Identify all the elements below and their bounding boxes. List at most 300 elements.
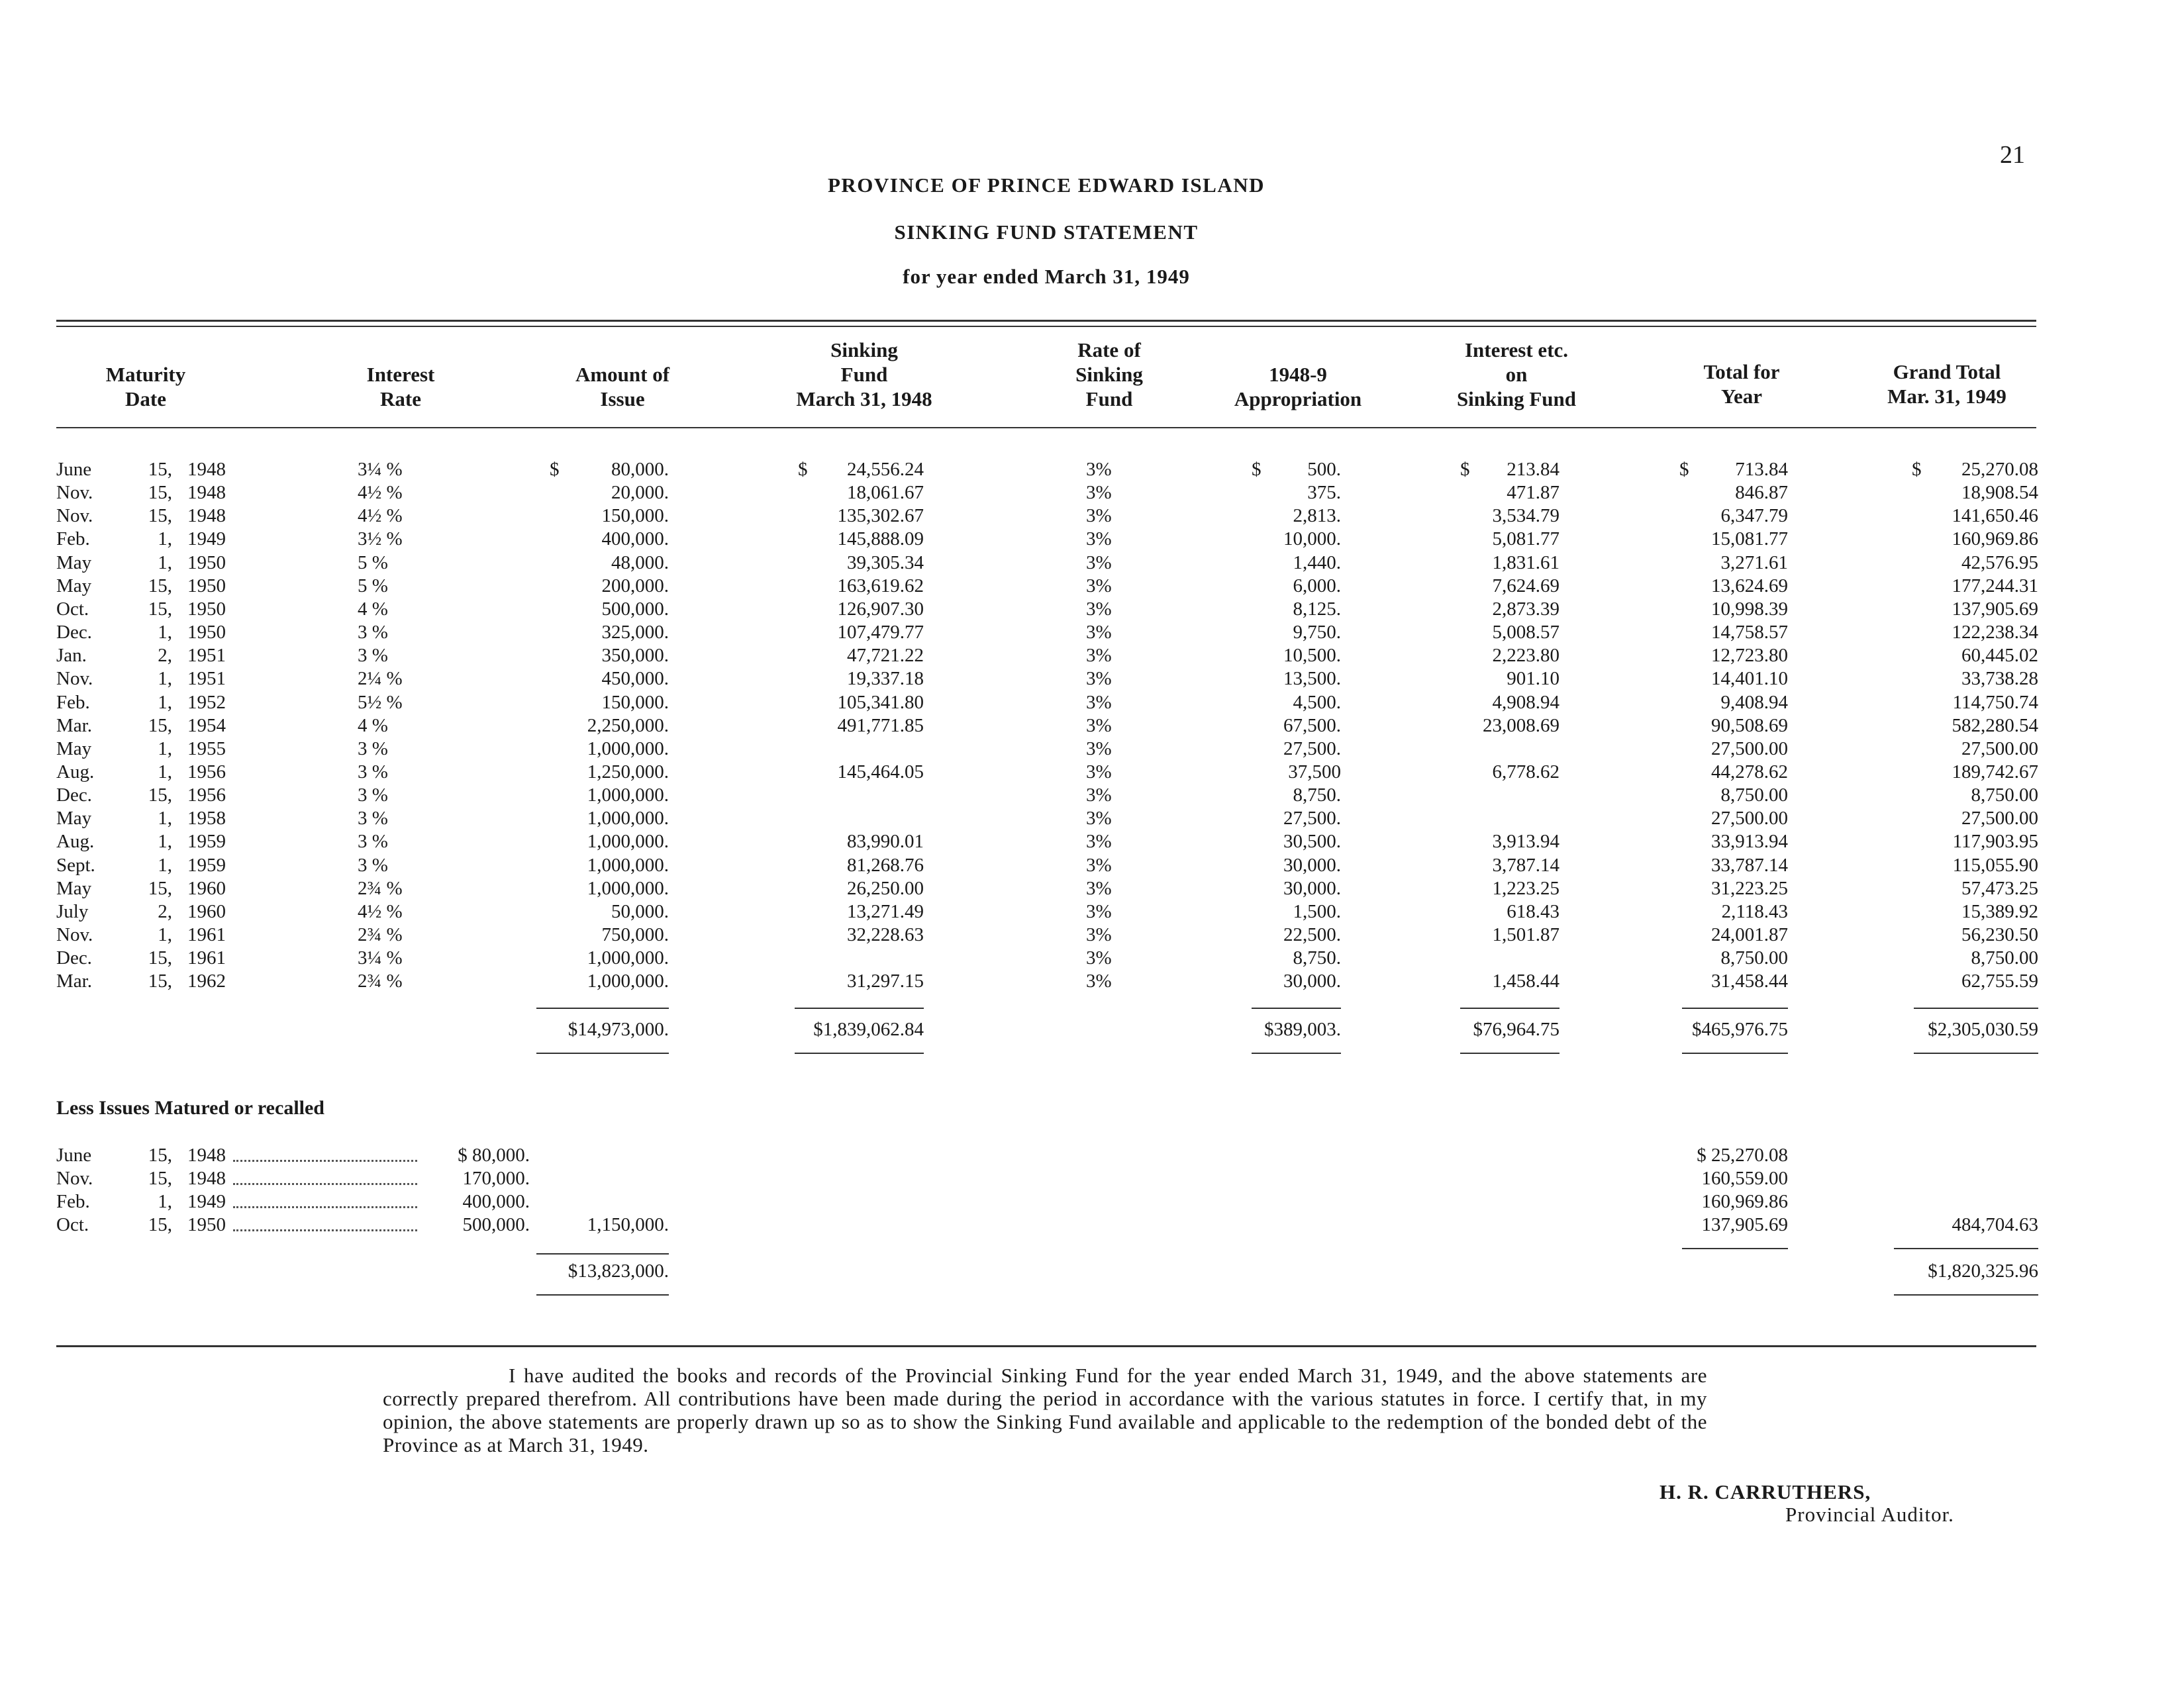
dot-leader: [233, 1206, 417, 1208]
sum-line: [1682, 1008, 1788, 1009]
cell-interest-rate: 3½ %: [358, 528, 403, 549]
cell-day: 15,: [148, 947, 172, 969]
cell-rate: 3%: [1086, 668, 1112, 689]
cell-appropriation: 10,000.: [1283, 528, 1341, 549]
cell-day: 1,: [158, 528, 172, 549]
cell-day: 15,: [148, 1168, 172, 1189]
cell-day: 1,: [158, 668, 172, 689]
cell-interest: 23,008.69: [1483, 715, 1559, 736]
cell-total-year: 44,278.62: [1711, 761, 1788, 783]
column-header-grand-total: [1841, 359, 2053, 408]
cell-total-year: 31,458.44: [1711, 971, 1788, 992]
cell-day: 1,: [158, 924, 172, 945]
sum-line: [536, 1253, 669, 1255]
cell-amount: 1,000,000.: [587, 855, 669, 876]
cell-sinking-fund: 145,888.09: [837, 528, 924, 549]
cell-rate: 3%: [1086, 784, 1112, 806]
cell-sinking-fund: 126,907.30: [837, 598, 924, 620]
cell-interest-rate: 3 %: [358, 738, 388, 759]
cell-grand-total: 114,750.74: [1952, 692, 2038, 713]
cell-grand-total: 25,270.08: [1961, 459, 2038, 480]
cell-day: 15,: [148, 971, 172, 992]
top-rule: [56, 320, 2036, 322]
cell-month: May: [56, 738, 92, 759]
cell-interest-rate: 2¼ %: [358, 668, 403, 689]
cell-rate: 3%: [1086, 831, 1112, 852]
cell-total-year: 31,223.25: [1711, 878, 1788, 899]
column-header-interest-rate: [315, 362, 487, 411]
cell-interest: 3,913.94: [1492, 831, 1559, 852]
cell-appropriation: 37,500: [1288, 761, 1341, 783]
cell-month: Nov.: [56, 924, 93, 945]
cell-year: 1948: [187, 459, 226, 480]
cell-sinking-fund: 18,061.67: [847, 482, 924, 503]
total-amount: $14,973,000.: [568, 1019, 669, 1040]
cell-year: 1950: [187, 1214, 226, 1235]
column-header-line: March 31, 1948: [796, 387, 932, 410]
cell-month: Feb.: [56, 692, 90, 713]
cell-total-year: 8,750.00: [1720, 947, 1788, 969]
column-header-line: Total for: [1703, 360, 1780, 383]
cell-amount: 200,000.: [601, 575, 669, 596]
cell-rate: 3%: [1086, 878, 1112, 899]
total-underline: [536, 1294, 669, 1296]
cell-day: 15,: [148, 715, 172, 736]
sum-line: [1682, 1248, 1788, 1249]
cell-dollar-sign: $: [1912, 459, 1922, 480]
cell-rate: 3%: [1086, 738, 1112, 759]
cell-appropriation: 30,000.: [1283, 855, 1341, 876]
cell-day: 1,: [158, 808, 172, 829]
column-header-line: Sinking: [830, 338, 898, 361]
cell-total-year: 33,787.14: [1711, 855, 1788, 876]
column-header-line: Fund: [840, 363, 888, 386]
cell-amount: 150,000.: [601, 692, 669, 713]
cell-year: 1948: [187, 1145, 226, 1166]
cell-appropriation: 27,500.: [1283, 738, 1341, 759]
cell-rate: 3%: [1086, 505, 1112, 526]
cell-interest: 3,534.79: [1492, 505, 1559, 526]
cell-amount: 450,000.: [601, 668, 669, 689]
cell-total-year: 846.87: [1735, 482, 1788, 503]
statement-period: for year ended March 31, 1949: [903, 265, 1190, 288]
cell-appropriation: 1,500.: [1293, 901, 1341, 922]
cell-appropriation: 8,750.: [1293, 947, 1341, 969]
sum-line: [1894, 1248, 2038, 1249]
cell-total-year: 14,401.10: [1711, 668, 1788, 689]
cell-grand-total: 15,389.92: [1961, 901, 2038, 922]
cell-grand-total: 56,230.50: [1961, 924, 2038, 945]
column-header-line: Interest etc.: [1464, 338, 1569, 361]
cell-appropriation: 30,500.: [1283, 831, 1341, 852]
cell-interest-rate: 3 %: [358, 645, 388, 666]
cell-rate: 3%: [1086, 459, 1112, 480]
cell-interest: 901.10: [1507, 668, 1559, 689]
cell-interest-rate: 5 %: [358, 575, 388, 596]
cell-amount: 350,000.: [601, 645, 669, 666]
cell-amount: 1,000,000.: [587, 784, 669, 806]
cell-rate: 3%: [1086, 528, 1112, 549]
column-header-line: Rate: [380, 387, 421, 410]
cell-year: 1948: [187, 1168, 226, 1189]
cell-month: Jan.: [56, 645, 87, 666]
cell-year: 1949: [187, 528, 226, 549]
cell-rate: 3%: [1086, 692, 1112, 713]
cell-year: 1951: [187, 668, 226, 689]
province-title: PROVINCE OF PRINCE EDWARD ISLAND: [827, 173, 1265, 197]
cell-year: 1948: [187, 505, 226, 526]
cell-amount: 80,000.: [611, 459, 669, 480]
cell-matured-amount: $ 80,000.: [458, 1145, 530, 1166]
cell-day: 1,: [158, 761, 172, 783]
cell-month: Nov.: [56, 668, 93, 689]
cell-appropriation: 8,125.: [1293, 598, 1341, 620]
cell-month: Feb.: [56, 1191, 90, 1212]
cell-interest: 1,458.44: [1492, 971, 1559, 992]
cell-amount: 1,000,000.: [587, 831, 669, 852]
cell-sinking-fund: 83,990.01: [847, 831, 924, 852]
cell-appropriation: 27,500.: [1283, 808, 1341, 829]
cell-rate: 3%: [1086, 971, 1112, 992]
cell-total-year: 33,913.94: [1711, 831, 1788, 852]
column-header-total-for-year: [1636, 359, 1848, 408]
cell-interest: 5,008.57: [1492, 622, 1559, 643]
cell-day: 2,: [158, 901, 172, 922]
cell-year: 1955: [187, 738, 226, 759]
cell-total-year: 27,500.00: [1711, 738, 1788, 759]
cell-day: 1,: [158, 831, 172, 852]
cell-day: 1,: [158, 1191, 172, 1212]
cell-interest: 618.43: [1507, 901, 1559, 922]
total-underline: [1460, 1053, 1559, 1054]
column-header-line: Sinking Fund: [1456, 387, 1577, 410]
statement-title: SINKING FUND STATEMENT: [894, 220, 1199, 244]
cell-grand-total: 62,755.59: [1961, 971, 2038, 992]
column-header-sinking-fund-1948: [762, 338, 967, 411]
cell-year: 1959: [187, 855, 226, 876]
sum-line: [1460, 1008, 1559, 1009]
cell-sinking-fund: 135,302.67: [837, 505, 924, 526]
cell-interest: 2,223.80: [1492, 645, 1559, 666]
column-header-appropriation: [1192, 362, 1404, 411]
cell-interest: 1,501.87: [1492, 924, 1559, 945]
cell-appropriation: 67,500.: [1283, 715, 1341, 736]
cell-grand-total: 137,905.69: [1952, 598, 2038, 620]
cell-amount: 1,000,000.: [587, 971, 669, 992]
cell-amount: 1,250,000.: [587, 761, 669, 783]
cell-year: 1949: [187, 1191, 226, 1212]
column-header-line: Fund: [1085, 387, 1133, 410]
cell-grand-total: 8,750.00: [1971, 947, 2038, 969]
cell-interest: 1,223.25: [1492, 878, 1559, 899]
total-total-year: $465,976.75: [1692, 1019, 1788, 1040]
cell-rate: 3%: [1086, 808, 1112, 829]
cell-day: 15,: [148, 1145, 172, 1166]
cell-rate: 3%: [1086, 575, 1112, 596]
cell-month: Nov.: [56, 1168, 93, 1189]
cell-year: 1958: [187, 808, 226, 829]
total-underline: [1914, 1053, 2038, 1054]
net-grand-total: $1,820,325.96: [1928, 1260, 2038, 1282]
cell-matured-amount: 500,000.: [462, 1214, 530, 1235]
cell-rate: 3%: [1086, 598, 1112, 620]
cell-grand-total: 33,738.28: [1961, 668, 2038, 689]
sum-line: [536, 1008, 669, 1009]
dot-leader: [233, 1229, 417, 1231]
cell-grand-total: 189,742.67: [1952, 761, 2038, 783]
cell-day: 15,: [148, 598, 172, 620]
cell-year: 1950: [187, 575, 226, 596]
cell-dollar-sign: $: [1252, 459, 1262, 480]
cell-sinking-fund: 47,721.22: [847, 645, 924, 666]
cell-grand-total: 115,055.90: [1952, 855, 2038, 876]
column-header-line: Year: [1721, 385, 1762, 408]
total-underline: [536, 1053, 669, 1054]
sum-line: [1914, 1008, 2038, 1009]
cell-interest-rate: 3 %: [358, 855, 388, 876]
auditor-title: Provincial Auditor.: [1785, 1503, 1954, 1526]
cell-rate: 3%: [1086, 715, 1112, 736]
column-header-line: Mar. 31, 1949: [1887, 385, 2006, 408]
cell-interest-rate: 3¼ %: [358, 459, 403, 480]
cell-month: May: [56, 878, 92, 899]
cell-day: 1,: [158, 552, 172, 573]
total-grand-total: $2,305,030.59: [1928, 1019, 2038, 1040]
cell-day: 1,: [158, 692, 172, 713]
cell-appropriation: 500.: [1307, 459, 1341, 480]
cell-grand-total: 27,500.00: [1961, 808, 2038, 829]
cell-month: Aug.: [56, 831, 95, 852]
cell-amount: 1,000,000.: [587, 738, 669, 759]
cell-amount: 400,000.: [601, 528, 669, 549]
cell-interest: 3,787.14: [1492, 855, 1559, 876]
cell-interest-rate: 3 %: [358, 808, 388, 829]
cell-year: 1962: [187, 971, 226, 992]
cell-total-year: 90,508.69: [1711, 715, 1788, 736]
cell-amount: 325,000.: [601, 622, 669, 643]
column-header-line: Date: [125, 387, 166, 410]
bottom-rule: [56, 1345, 2036, 1347]
cell-grand-total: 42,576.95: [1961, 552, 2038, 573]
cell-amount: 20,000.: [611, 482, 669, 503]
cell-day: 1,: [158, 855, 172, 876]
cell-total-year: 3,271.61: [1720, 552, 1788, 573]
cell-interest: 213.84: [1507, 459, 1559, 480]
cell-interest: 471.87: [1507, 482, 1559, 503]
cell-month: July: [56, 901, 89, 922]
cell-sinking-fund: 491,771.85: [837, 715, 924, 736]
cell-interest-rate: 4 %: [358, 598, 388, 620]
cell-matured-grand-total: $ 25,270.08: [1697, 1145, 1788, 1166]
cell-grand-total: 160,969.86: [1952, 528, 2038, 549]
cell-sinking-fund: 19,337.18: [847, 668, 924, 689]
column-header-amount-of-issue: [530, 362, 715, 411]
cell-day: 15,: [148, 482, 172, 503]
column-header-line: Grand Total: [1893, 360, 2001, 383]
cell-grand-total: 117,903.95: [1952, 831, 2038, 852]
cell-sinking-fund: 31,297.15: [847, 971, 924, 992]
cell-matured-amount: 400,000.: [462, 1191, 530, 1212]
cell-sinking-fund: 105,341.80: [837, 692, 924, 713]
cell-rate: 3%: [1086, 552, 1112, 573]
cell-year: 1961: [187, 924, 226, 945]
cell-month: Mar.: [56, 971, 92, 992]
cell-total-year: 6,347.79: [1720, 505, 1788, 526]
cell-interest-rate: 4 %: [358, 715, 388, 736]
cell-day: 15,: [148, 878, 172, 899]
cell-appropriation: 6,000.: [1293, 575, 1341, 596]
cell-month: Nov.: [56, 505, 93, 526]
cell-year: 1951: [187, 645, 226, 666]
cell-year: 1950: [187, 622, 226, 643]
cell-year: 1961: [187, 947, 226, 969]
cell-appropriation: 375.: [1307, 482, 1341, 503]
top-rule-double: [56, 326, 2036, 327]
cell-month: June: [56, 459, 92, 480]
cell-rate: 3%: [1086, 947, 1112, 969]
cell-appropriation: 4,500.: [1293, 692, 1341, 713]
cell-month: Feb.: [56, 528, 90, 549]
cell-interest-rate: 5 %: [358, 552, 388, 573]
column-header-line: Issue: [600, 387, 645, 410]
cell-month: Oct.: [56, 598, 89, 620]
cell-interest: 1,831.61: [1492, 552, 1559, 573]
column-header-line: Maturity: [105, 363, 186, 386]
total-sinking-fund: $1,839,062.84: [813, 1019, 924, 1040]
column-header-line: Amount of: [575, 363, 670, 386]
cell-interest-rate: 4½ %: [358, 482, 403, 503]
cell-amount: 2,250,000.: [587, 715, 669, 736]
cell-total-year: 13,624.69: [1711, 575, 1788, 596]
auditor-name: H. R. CARRUTHERS,: [1659, 1480, 1871, 1503]
total-underline: [1682, 1053, 1788, 1054]
cell-matured-grand-total: 137,905.69: [1701, 1214, 1788, 1235]
cell-day: 15,: [148, 1214, 172, 1235]
cell-amount: 1,000,000.: [587, 808, 669, 829]
cell-year: 1952: [187, 692, 226, 713]
cell-total-year: 27,500.00: [1711, 808, 1788, 829]
cell-grand-total: 27,500.00: [1961, 738, 2038, 759]
less-issues-heading: Less Issues Matured or recalled: [56, 1097, 324, 1119]
cell-interest: 5,081.77: [1492, 528, 1559, 549]
cell-day: 15,: [148, 505, 172, 526]
page-number: 21: [2000, 141, 2025, 169]
cell-month: Sept.: [56, 855, 95, 876]
cell-month: June: [56, 1145, 92, 1166]
cell-interest-rate: 2¾ %: [358, 878, 403, 899]
cell-matured-total: 1,150,000.: [587, 1214, 669, 1235]
cell-amount: 150,000.: [601, 505, 669, 526]
cell-total-year: 15,081.77: [1711, 528, 1788, 549]
cell-interest-rate: 2¾ %: [358, 924, 403, 945]
cell-month: Dec.: [56, 622, 92, 643]
cell-appropriation: 30,000.: [1283, 971, 1341, 992]
cell-appropriation: 22,500.: [1283, 924, 1341, 945]
dot-leader: [233, 1183, 417, 1185]
cell-sinking-fund: 39,305.34: [847, 552, 924, 573]
cell-grand-total: 57,473.25: [1961, 878, 2038, 899]
cell-year: 1960: [187, 878, 226, 899]
cell-dollar-sign: $: [550, 459, 560, 480]
column-header-line: 1948-9: [1269, 363, 1327, 386]
cell-interest: 2,873.39: [1492, 598, 1559, 620]
header-rule: [56, 427, 2036, 428]
cell-rate: 3%: [1086, 761, 1112, 783]
cell-day: 1,: [158, 622, 172, 643]
cell-grand-total: 582,280.54: [1952, 715, 2038, 736]
cell-appropriation: 1,440.: [1293, 552, 1341, 573]
audit-statement: I have audited the books and records of the Provincial Sinking Fund for the year ended March 31, 1949, and the above statements are correctly prepared therefrom. All contributions have been made during the period in accordance with the various statutes in force. I certify that, in my opinion, the above statements are properly drawn up so as to show the Sinking Fund available and applicable to the redemption of the bonded debt of the Province as at March 31, 1949.: [383, 1364, 1707, 1456]
cell-month: May: [56, 552, 92, 573]
cell-interest: 6,778.62: [1492, 761, 1559, 783]
cell-interest-rate: 3 %: [358, 831, 388, 852]
cell-amount: 48,000.: [611, 552, 669, 573]
cell-year: 1959: [187, 831, 226, 852]
cell-appropriation: 10,500.: [1283, 645, 1341, 666]
cell-interest-rate: 2¾ %: [358, 971, 403, 992]
column-header-line: Rate of: [1077, 338, 1141, 361]
cell-interest: 7,624.69: [1492, 575, 1559, 596]
cell-month: May: [56, 808, 92, 829]
cell-year: 1956: [187, 761, 226, 783]
total-interest: $76,964.75: [1473, 1019, 1559, 1040]
cell-grand-total: 8,750.00: [1971, 784, 2038, 806]
cell-total-year: 10,998.39: [1711, 598, 1788, 620]
cell-interest-rate: 4½ %: [358, 901, 403, 922]
cell-grand-total: 122,238.34: [1952, 622, 2038, 643]
cell-year: 1956: [187, 784, 226, 806]
cell-rate: 3%: [1086, 901, 1112, 922]
cell-day: 15,: [148, 784, 172, 806]
column-header-line: Interest: [366, 363, 435, 386]
cell-matured-grand-total: 160,969.86: [1701, 1191, 1788, 1212]
cell-total-year: 9,408.94: [1720, 692, 1788, 713]
cell-interest-rate: 4½ %: [358, 505, 403, 526]
sum-line: [795, 1008, 924, 1009]
cell-grand-total: 177,244.31: [1952, 575, 2038, 596]
cell-grand-total: 60,445.02: [1961, 645, 2038, 666]
cell-amount: 1,000,000.: [587, 947, 669, 969]
cell-month: Dec.: [56, 784, 92, 806]
cell-interest-rate: 5½ %: [358, 692, 403, 713]
cell-day: 2,: [158, 645, 172, 666]
cell-rate: 3%: [1086, 622, 1112, 643]
column-header-line: on: [1505, 363, 1528, 386]
cell-year: 1960: [187, 901, 226, 922]
cell-rate: 3%: [1086, 924, 1112, 945]
cell-appropriation: 30,000.: [1283, 878, 1341, 899]
column-header-rate-of-sinking-fund: [1033, 338, 1185, 411]
cell-appropriation: 9,750.: [1293, 622, 1341, 643]
cell-month: Mar.: [56, 715, 92, 736]
cell-sinking-fund: 26,250.00: [847, 878, 924, 899]
column-header-interest-on-sinking-fund: [1417, 338, 1616, 411]
column-header-line: Appropriation: [1234, 387, 1362, 410]
cell-rate: 3%: [1086, 645, 1112, 666]
deducted-grand-total: 484,704.63: [1952, 1214, 2038, 1235]
total-underline: [795, 1053, 924, 1054]
cell-sinking-fund: 145,464.05: [837, 761, 924, 783]
cell-total-year: 8,750.00: [1720, 784, 1788, 806]
cell-dollar-sign: $: [798, 459, 808, 480]
column-header-maturity-date: [56, 362, 235, 411]
cell-month: May: [56, 575, 92, 596]
cell-day: 1,: [158, 738, 172, 759]
cell-month: Oct.: [56, 1214, 89, 1235]
total-underline: [1894, 1294, 2038, 1296]
cell-dollar-sign: $: [1460, 459, 1470, 480]
cell-year: 1948: [187, 482, 226, 503]
